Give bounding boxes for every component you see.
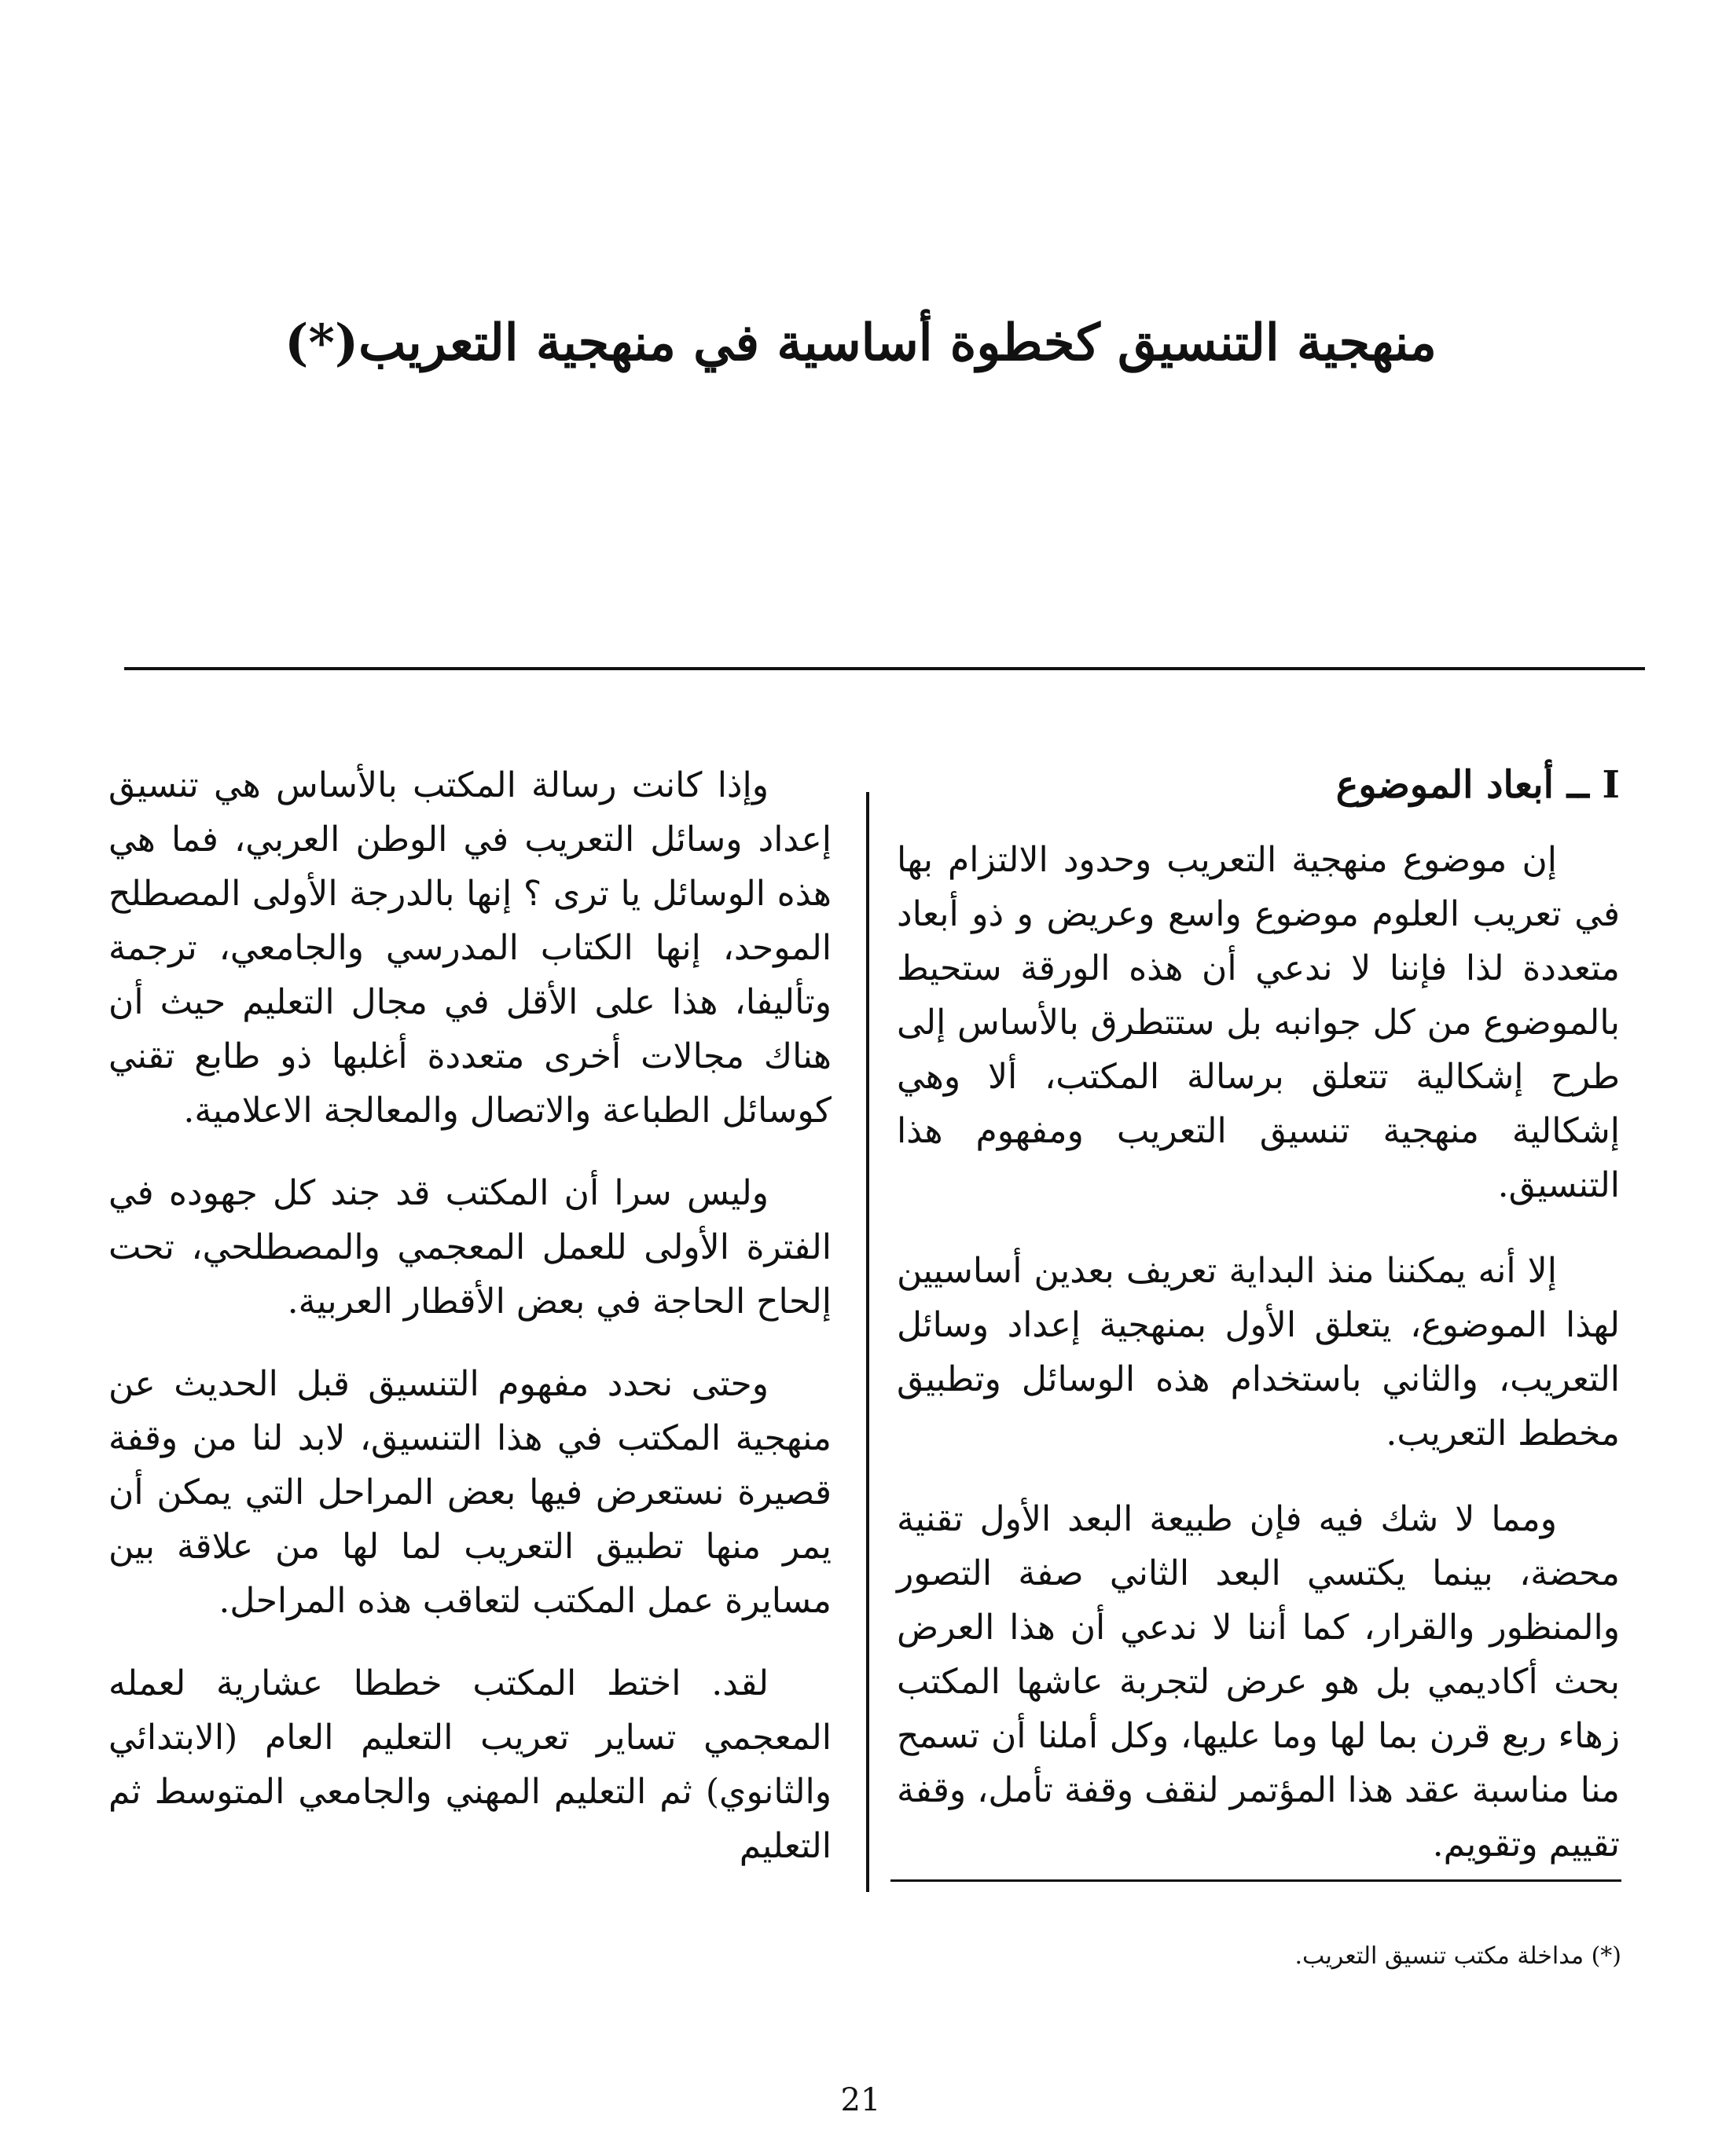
right-column: [897, 754, 1620, 1903]
title-separator-rule: [124, 667, 1645, 670]
left-column: [108, 758, 832, 1901]
column-divider: [866, 792, 869, 1892]
right-paragraph-2: إلا أنه يمكننا منذ البداية تعريف بعدين أساسيين لهذا الموضوع، يتعلق الأول بمنهجية إعداد وسائل التعريب، والثاني باستخدام هذه الوسائل وتطبيق مخطط التعريب.: [897, 1251, 1620, 1454]
page-title: منهجية التنسيق كخطوة أساسية في منهجية التعريب(*): [285, 314, 1437, 372]
page-number: 21: [840, 2082, 881, 2118]
left-paragraph-2: وليس سرا أن المكتب قد جند كل جهوده في الفترة الأولى للعمل المعجمي والمصطلحي، تحت إلحاح الحاجة في بعض الأقطار العربية.: [108, 1173, 832, 1322]
left-paragraph-3: وحتى نحدد مفهوم التنسيق قبل الحديث عن منهجية المكتب في هذا التنسيق، لابد لنا من وقفة قصيرة نستعرض فيها بعض المراحل التي يمكن أن يمر منها تطبيق التعريب لما لها من علاقة بين مسايرة عمل المكتب لتعاقب هذه المراحل.: [108, 1364, 832, 1621]
footnote: (*) مداخلة مكتب تنسيق التعريب.: [1294, 1942, 1621, 1970]
footnote-rule: [890, 1879, 1621, 1882]
left-paragraph-4: لقد. اختط المكتب خططا عشارية لعمله المعجمي تساير تعريب التعليم العام (الابتدائي والثانوي) ثم التعليم المهني والجامعي المتوسط ثم التعليم: [108, 1663, 832, 1866]
section-heading: I ــ أبعاد الموضوع: [1335, 763, 1620, 807]
right-paragraph-1: إن موضوع منهجية التعريب وحدود الالتزام بها في تعريب العلوم موضوع واسع وعريض و ذو أبعاد متعددة لذا فإننا لا ندعي أن هذه الورقة ستحيط بالموضوع من كل جوانبه بل ستتطرق بالأساس إلى طرح إشكالية تتعلق برسالة المكتب، ألا وهي إشكالية منهجية تنسيق التعريب ومفهوم هذا التنسيق.: [897, 840, 1620, 1205]
left-paragraph-1: وإذا كانت رسالة المكتب بالأساس هي تنسيق إعداد وسائل التعريب في الوطن العربي، فما هي هذه الوسائل يا ترى ؟ إنها بالدرجة الأولى المصطلح الموحد، إنها الكتاب المدرسي والجامعي، ترجمة وتأليفا، هذا على الأقل في مجال التعليم حيث أن هناك مجالات أخرى متعددة أغلبها ذو طابع تقني كوسائل الطباعة والاتصال والمعالجة الاعلامية.: [108, 765, 832, 1131]
right-paragraph-3: ومما لا شك فيه فإن طبيعة البعد الأول تقنية محضة، بينما يكتسي البعد الثاني صفة التصور والمنظور والقرار، كما أننا لا ندعي أن هذا العرض بحث أكاديمي بل هو عرض لتجربة عاشها المكتب زهاء ربع قرن بما لها وما عليها، وكل أملنا أن تسمح منا مناسبة عقد هذا المؤتمر لنقف وقفة تأمل، وقفة تقييم وتقويم.: [897, 1499, 1620, 1864]
